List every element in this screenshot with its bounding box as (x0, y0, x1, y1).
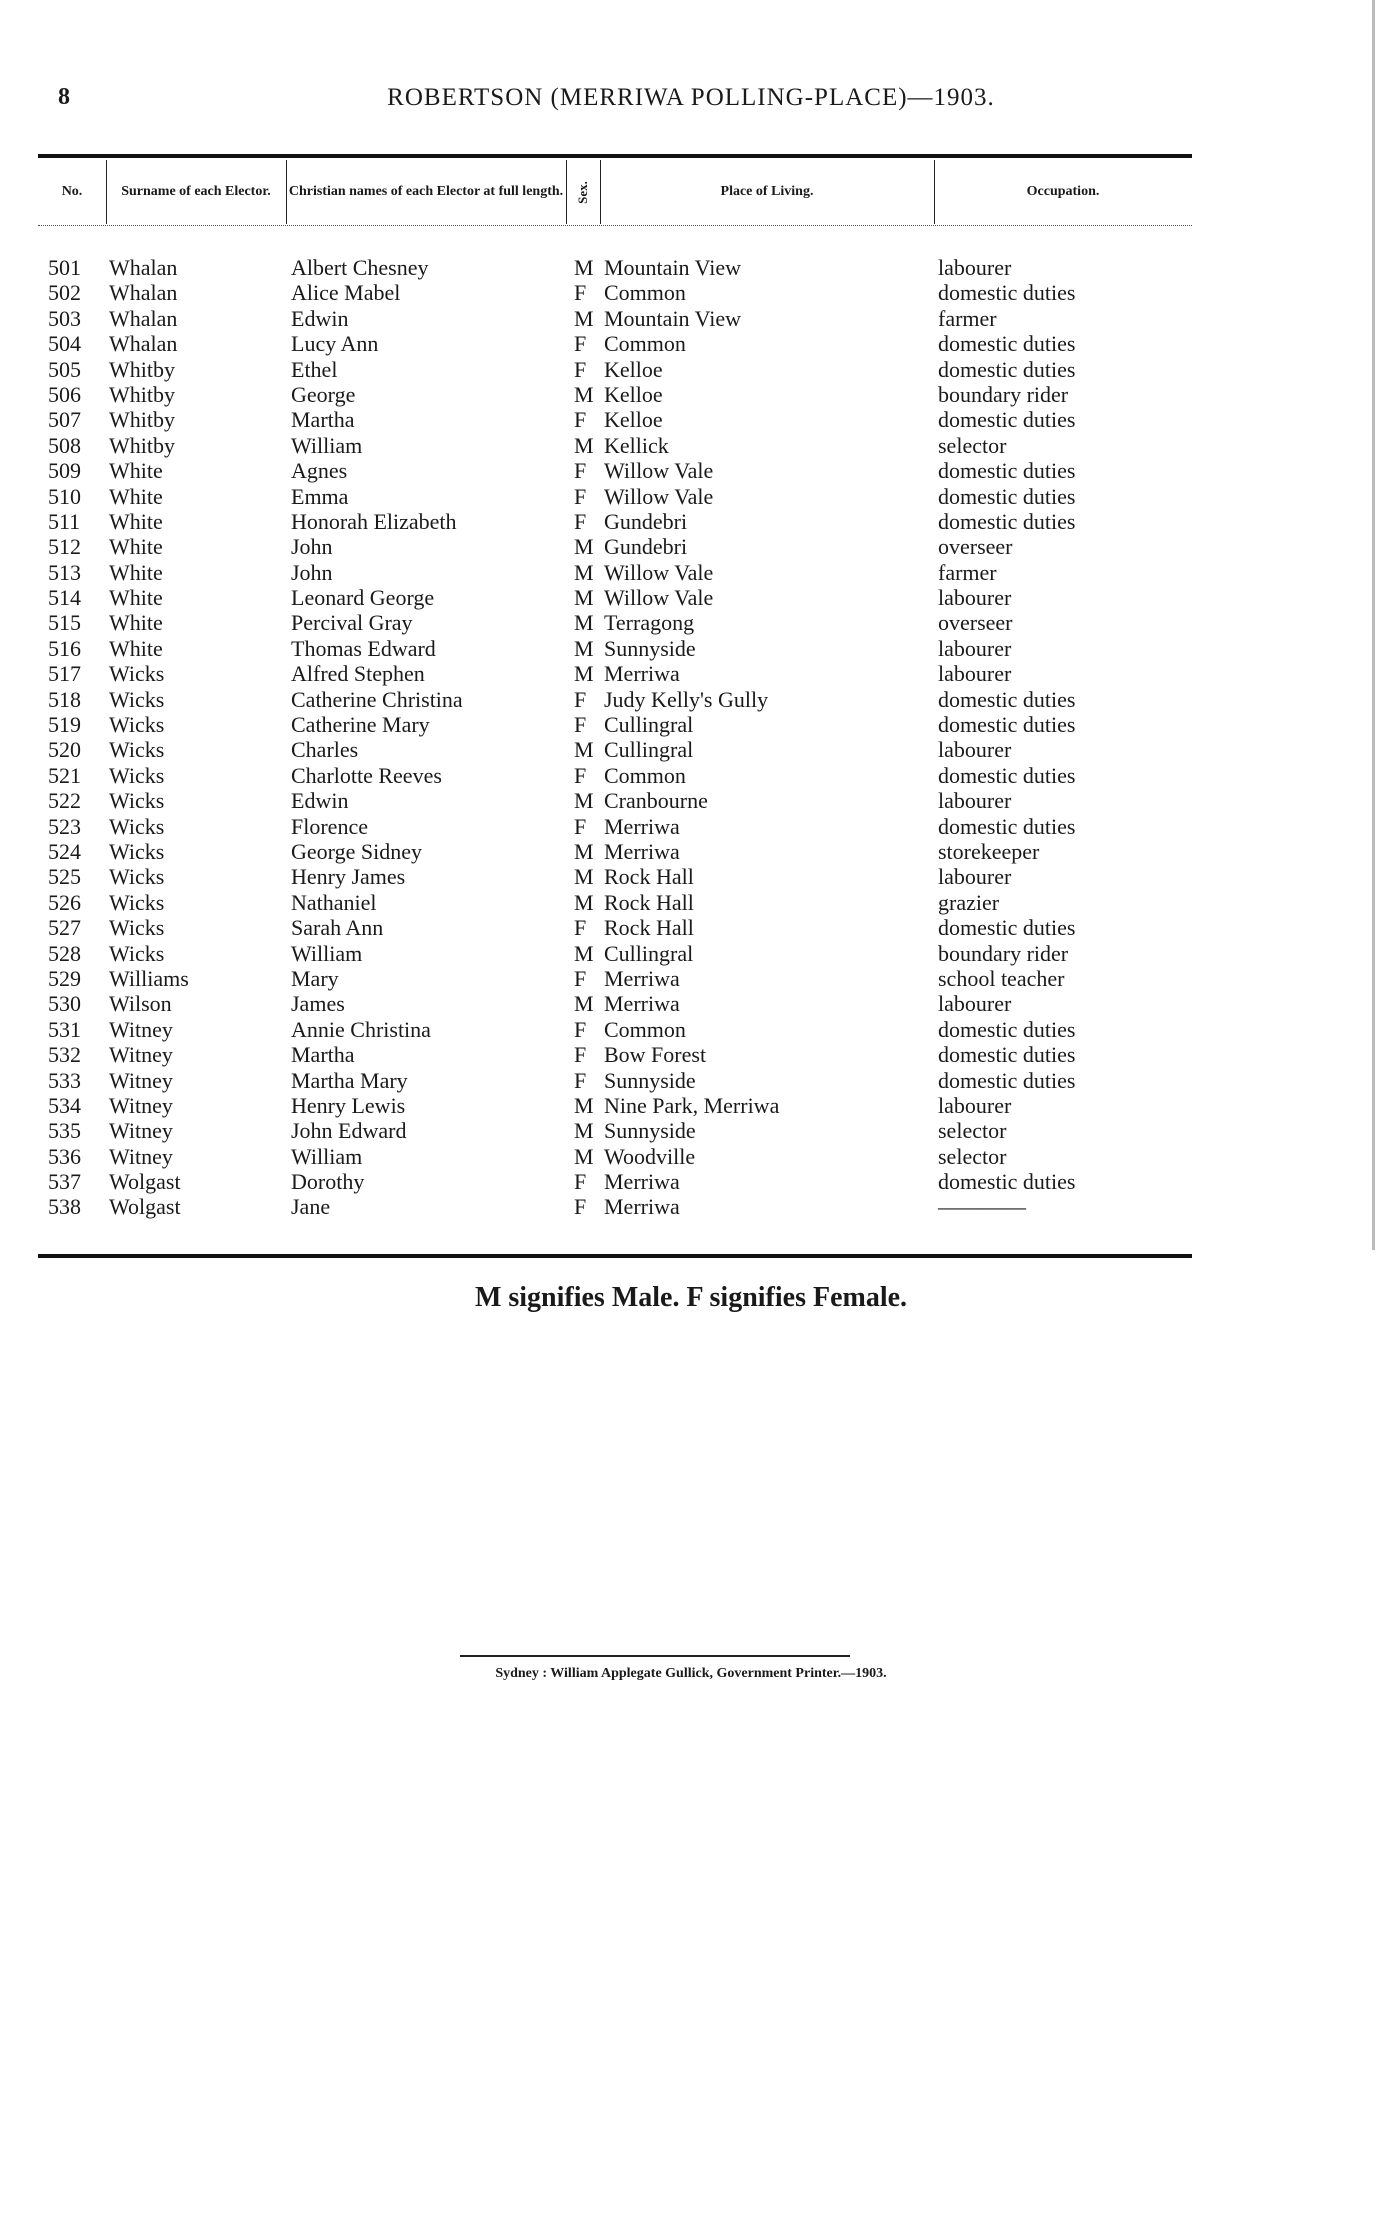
table-row (0, 839, 1382, 864)
cell-surname: Wicks (109, 838, 165, 864)
cell-christian-names: William (291, 1143, 363, 1169)
cell-sex: F (574, 965, 587, 991)
table-row (0, 687, 1382, 712)
cell-surname: Witney (109, 1118, 173, 1144)
cell-surname: Whitby (109, 407, 175, 433)
cell-place: Sunnyside (604, 635, 696, 661)
cell-surname: Williams (109, 965, 189, 991)
cell-surname: Wolgast (109, 1194, 181, 1220)
cell-place: Woodville (604, 1143, 696, 1169)
cell-occupation: boundary rider (938, 940, 1069, 966)
cell-place: Merriwa (604, 813, 680, 839)
table-row (0, 382, 1382, 407)
cell-christian-names: Albert Chesney (291, 255, 429, 280)
cell-sex: M (574, 585, 594, 611)
table-row (0, 864, 1382, 889)
table-header (38, 160, 1192, 228)
table-row (0, 788, 1382, 813)
cell-occupation: domestic duties (938, 762, 1076, 788)
table-row (0, 890, 1382, 915)
cell-christian-names: Martha (291, 1042, 355, 1068)
cell-place: Kelloe (604, 381, 663, 407)
cell-no: 513 (48, 559, 81, 585)
cell-occupation: domestic duties (938, 1042, 1076, 1068)
cell-sex: M (574, 661, 594, 687)
cell-christian-names: John Edward (291, 1118, 407, 1144)
cell-place: Mountain View (604, 255, 741, 280)
table-row (0, 484, 1382, 509)
table-row (0, 331, 1382, 356)
cell-christian-names: Lucy Ann (291, 331, 379, 357)
cell-surname: Wicks (109, 813, 165, 839)
cell-surname: Wicks (109, 889, 165, 915)
table-row (0, 915, 1382, 940)
cell-sex: F (574, 331, 587, 357)
cell-occupation: domestic duties (938, 686, 1076, 712)
cell-occupation: domestic duties (938, 483, 1076, 509)
cell-occupation: selector (938, 1118, 1007, 1144)
cell-place: Merriwa (604, 838, 680, 864)
cell-surname: Witney (109, 1143, 173, 1169)
table-row (0, 357, 1382, 382)
cell-sex: M (574, 1143, 594, 1169)
cell-sex: F (574, 712, 587, 738)
cell-surname: Wicks (109, 762, 165, 788)
cell-sex: F (574, 280, 587, 306)
cell-christian-names: Ethel (291, 356, 338, 382)
cell-christian-names: William (291, 432, 363, 458)
header-christian: Christian names of each Elector at full length. (286, 160, 567, 224)
cell-sex: M (574, 635, 594, 661)
cell-place: Sunnyside (604, 1067, 696, 1093)
cell-occupation: domestic duties (938, 458, 1076, 484)
cell-sex: F (574, 1016, 587, 1042)
cell-place: Willow Vale (604, 585, 714, 611)
cell-place: Merriwa (604, 991, 680, 1017)
cell-occupation: labourer (938, 635, 1012, 661)
cell-sex: F (574, 483, 587, 509)
cell-no: 511 (48, 508, 81, 534)
cell-occupation: labourer (938, 255, 1012, 280)
cell-place: Common (604, 331, 686, 357)
cell-sex: F (574, 915, 587, 941)
cell-christian-names: Emma (291, 483, 349, 509)
cell-no: 536 (48, 1143, 81, 1169)
cell-no: 516 (48, 635, 81, 661)
cell-surname: Wilson (109, 991, 172, 1017)
cell-occupation: domestic duties (938, 1067, 1076, 1093)
cell-sex: F (574, 1194, 587, 1220)
cell-surname: Whalan (109, 331, 178, 357)
cell-sex: F (574, 458, 587, 484)
cell-christian-names: George Sidney (291, 838, 422, 864)
cell-occupation: labourer (938, 1092, 1012, 1118)
cell-place: Kelloe (604, 407, 663, 433)
cell-occupation: selector (938, 432, 1007, 458)
table-row (0, 255, 1382, 280)
cell-christian-names: Leonard George (291, 585, 435, 611)
cell-christian-names: Nathaniel (291, 889, 377, 915)
cell-occupation: labourer (938, 864, 1012, 890)
cell-no: 537 (48, 1169, 81, 1195)
page-number: 8 (58, 84, 70, 110)
cell-occupation: domestic duties (938, 407, 1076, 433)
cell-no: 532 (48, 1042, 81, 1068)
cell-place: Kellick (604, 432, 669, 458)
header-place: Place of Living. (600, 160, 935, 224)
cell-no: 509 (48, 458, 81, 484)
cell-christian-names: Sarah Ann (291, 915, 384, 941)
cell-place: Gundebri (604, 534, 688, 560)
cell-no: 524 (48, 838, 81, 864)
cell-surname: Whitby (109, 356, 175, 382)
cell-occupation: domestic duties (938, 280, 1076, 306)
cell-surname: White (109, 635, 163, 661)
cell-sex: M (574, 559, 594, 585)
cell-no: 515 (48, 610, 81, 636)
cell-surname: Whitby (109, 432, 175, 458)
cell-christian-names: George (291, 381, 356, 407)
cell-place: Nine Park, Merriwa (604, 1092, 780, 1118)
cell-surname: Wicks (109, 661, 165, 687)
cell-occupation: domestic duties (938, 331, 1076, 357)
cell-no: 531 (48, 1016, 81, 1042)
cell-no: 503 (48, 305, 81, 331)
cell-no: 504 (48, 331, 81, 357)
cell-place: Common (604, 280, 686, 306)
cell-sex: M (574, 940, 594, 966)
cell-christian-names: Charles (291, 737, 359, 763)
cell-surname: Whalan (109, 280, 178, 306)
cell-place: Bow Forest (604, 1042, 707, 1068)
table-row (0, 280, 1382, 305)
table-row (0, 560, 1382, 585)
printer-imprint: Sydney : William Applegate Gullick, Government Printer.—1903. (495, 1666, 887, 1681)
cell-surname: White (109, 483, 163, 509)
cell-surname: White (109, 585, 163, 611)
cell-christian-names: Alice Mabel (291, 280, 401, 306)
cell-occupation: domestic duties (938, 813, 1076, 839)
cell-place: Willow Vale (604, 559, 714, 585)
cell-place: Merriwa (604, 1194, 680, 1220)
cell-christian-names: Agnes (291, 458, 348, 484)
cell-surname: Whitby (109, 381, 175, 407)
cell-no: 535 (48, 1118, 81, 1144)
cell-place: Willow Vale (604, 458, 714, 484)
cell-christian-names: Henry Lewis (291, 1092, 406, 1118)
cell-no: 529 (48, 965, 81, 991)
table-row (0, 433, 1382, 458)
cell-sex: F (574, 1067, 587, 1093)
cell-place: Common (604, 762, 686, 788)
cell-sex: M (574, 991, 594, 1017)
cell-sex: M (574, 255, 594, 280)
cell-sex: M (574, 788, 594, 814)
cell-christian-names: William (291, 940, 363, 966)
cell-surname: Witney (109, 1092, 173, 1118)
cell-sex: M (574, 432, 594, 458)
table-row (0, 1068, 1382, 1093)
table-row (0, 407, 1382, 432)
table-top-rule (38, 154, 1192, 158)
cell-occupation: storekeeper (938, 838, 1040, 864)
cell-place: Kelloe (604, 356, 663, 382)
cell-surname: Whalan (109, 255, 178, 280)
cell-sex: F (574, 686, 587, 712)
cell-christian-names: Florence (291, 813, 368, 839)
cell-christian-names: John (291, 559, 333, 585)
table-row (0, 1118, 1382, 1143)
cell-surname: Witney (109, 1042, 173, 1068)
cell-place: Rock Hall (604, 915, 694, 941)
cell-sex: M (574, 1092, 594, 1118)
cell-occupation: selector (938, 1143, 1007, 1169)
cell-occupation: labourer (938, 585, 1012, 611)
cell-occupation: labourer (938, 737, 1012, 763)
cell-christian-names: Catherine Christina (291, 686, 463, 712)
table-row (0, 941, 1382, 966)
page-title: ROBERTSON (MERRIWA POLLING-PLACE)—1903. (387, 84, 995, 111)
cell-occupation: domestic duties (938, 1016, 1076, 1042)
cell-christian-names: Edwin (291, 788, 349, 814)
cell-place: Terragong (604, 610, 695, 636)
cell-no: 502 (48, 280, 81, 306)
cell-christian-names: Dorothy (291, 1169, 365, 1195)
cell-sex: F (574, 356, 587, 382)
cell-occupation: ———— (938, 1194, 1026, 1220)
table-row (0, 306, 1382, 331)
cell-occupation: labourer (938, 661, 1012, 687)
cell-surname: Wicks (109, 788, 165, 814)
cell-christian-names: Honorah Elizabeth (291, 508, 457, 534)
cell-occupation: domestic duties (938, 508, 1076, 534)
cell-sex: M (574, 305, 594, 331)
cell-place: Common (604, 1016, 686, 1042)
cell-surname: Wicks (109, 915, 165, 941)
cell-surname: Wicks (109, 940, 165, 966)
cell-christian-names: Charlotte Reeves (291, 762, 442, 788)
cell-sex: M (574, 1118, 594, 1144)
cell-no: 514 (48, 585, 81, 611)
cell-christian-names: Henry James (291, 864, 406, 890)
table-row (0, 991, 1382, 1016)
cell-place: Cranbourne (604, 788, 708, 814)
table-row (0, 1194, 1382, 1219)
cell-place: Merriwa (604, 965, 680, 991)
cell-sex: M (574, 534, 594, 560)
cell-surname: Wicks (109, 737, 165, 763)
cell-place: Cullingral (604, 940, 694, 966)
cell-surname: Wicks (109, 864, 165, 890)
table-row (0, 585, 1382, 610)
cell-place: Cullingral (604, 712, 694, 738)
cell-christian-names: Martha Mary (291, 1067, 408, 1093)
cell-christian-names: Thomas Edward (291, 635, 436, 661)
table-row (0, 1169, 1382, 1194)
cell-place: Rock Hall (604, 864, 694, 890)
cell-no: 530 (48, 991, 81, 1017)
table-row (0, 737, 1382, 762)
cell-place: Merriwa (604, 1169, 680, 1195)
cell-no: 527 (48, 915, 81, 941)
cell-christian-names: Alfred Stephen (291, 661, 425, 687)
table-row (0, 1093, 1382, 1118)
cell-surname: White (109, 458, 163, 484)
cell-christian-names: Annie Christina (291, 1016, 431, 1042)
cell-place: Judy Kelly's Gully (604, 686, 769, 712)
table-row (0, 1042, 1382, 1067)
cell-sex: F (574, 813, 587, 839)
cell-sex: F (574, 762, 587, 788)
cell-occupation: domestic duties (938, 712, 1076, 738)
header-sex-label: Sex. (574, 180, 590, 204)
table-row (0, 661, 1382, 686)
cell-sex: M (574, 838, 594, 864)
cell-occupation: domestic duties (938, 1169, 1076, 1195)
cell-christian-names: Catherine Mary (291, 712, 430, 738)
cell-no: 517 (48, 661, 81, 687)
header-sex (566, 160, 601, 224)
table-row (0, 636, 1382, 661)
cell-christian-names: Jane (291, 1194, 331, 1220)
cell-christian-names: James (291, 991, 345, 1017)
cell-place: Cullingral (604, 737, 694, 763)
header-occupation: Occupation. (1026, 183, 1100, 199)
cell-no: 538 (48, 1194, 81, 1220)
cell-no: 507 (48, 407, 81, 433)
cell-occupation: labourer (938, 991, 1012, 1017)
table-row (0, 712, 1382, 737)
cell-no: 519 (48, 712, 81, 738)
page-edge-shadow (1372, 0, 1375, 1250)
cell-no: 525 (48, 864, 81, 890)
cell-surname: White (109, 508, 163, 534)
table-row (0, 509, 1382, 534)
cell-no: 508 (48, 432, 81, 458)
cell-sex: F (574, 1169, 587, 1195)
cell-sex: F (574, 508, 587, 534)
cell-occupation: labourer (938, 788, 1012, 814)
cell-no: 505 (48, 356, 81, 382)
header-surname: Surname of each Elector. (106, 160, 287, 224)
header-no: No. (38, 160, 107, 224)
cell-occupation: overseer (938, 610, 1013, 636)
cell-christian-names: Mary (291, 965, 339, 991)
cell-sex: F (574, 1042, 587, 1068)
cell-occupation: boundary rider (938, 381, 1069, 407)
cell-sex: M (574, 864, 594, 890)
footer-rule (460, 1655, 850, 1657)
cell-surname: Wicks (109, 686, 165, 712)
cell-christian-names: Edwin (291, 305, 349, 331)
cell-occupation: overseer (938, 534, 1013, 560)
cell-sex: M (574, 737, 594, 763)
cell-place: Sunnyside (604, 1118, 696, 1144)
cell-no: 501 (48, 255, 81, 280)
cell-surname: Whalan (109, 305, 178, 331)
cell-place: Mountain View (604, 305, 741, 331)
cell-no: 528 (48, 940, 81, 966)
table-row (0, 814, 1382, 839)
cell-no: 526 (48, 889, 81, 915)
cell-christian-names: Martha (291, 407, 355, 433)
cell-no: 510 (48, 483, 81, 509)
table-row (0, 763, 1382, 788)
cell-sex: M (574, 381, 594, 407)
cell-surname: Wicks (109, 712, 165, 738)
cell-occupation: domestic duties (938, 356, 1076, 382)
cell-occupation: grazier (938, 889, 1000, 915)
table-row (0, 458, 1382, 483)
cell-place: Gundebri (604, 508, 688, 534)
cell-sex: F (574, 407, 587, 433)
cell-christian-names: John (291, 534, 333, 560)
table-row (0, 1144, 1382, 1169)
cell-no: 521 (48, 762, 81, 788)
cell-no: 520 (48, 737, 81, 763)
electors-list (0, 255, 1382, 1220)
cell-no: 512 (48, 534, 81, 560)
cell-occupation: school teacher (938, 965, 1065, 991)
cell-occupation: farmer (938, 559, 997, 585)
cell-surname: White (109, 610, 163, 636)
cell-christian-names: Percival Gray (291, 610, 413, 636)
cell-place: Rock Hall (604, 889, 694, 915)
table-row (0, 966, 1382, 991)
cell-no: 533 (48, 1067, 81, 1093)
cell-surname: Witney (109, 1016, 173, 1042)
cell-place: Willow Vale (604, 483, 714, 509)
cell-no: 534 (48, 1092, 81, 1118)
cell-surname: White (109, 559, 163, 585)
cell-sex: M (574, 610, 594, 636)
sex-legend: M signifies Male. F signifies Female. (474, 1282, 908, 1313)
table-row (0, 610, 1382, 635)
cell-sex: M (574, 889, 594, 915)
table-row (0, 1017, 1382, 1042)
cell-no: 523 (48, 813, 81, 839)
cell-no: 518 (48, 686, 81, 712)
cell-surname: White (109, 534, 163, 560)
cell-no: 522 (48, 788, 81, 814)
cell-place: Merriwa (604, 661, 680, 687)
cell-surname: Wolgast (109, 1169, 181, 1195)
cell-surname: Witney (109, 1067, 173, 1093)
header-bottom-rule (38, 225, 1192, 227)
cell-occupation: domestic duties (938, 915, 1076, 941)
table-bottom-rule (38, 1254, 1192, 1258)
table-row (0, 534, 1382, 559)
cell-occupation: farmer (938, 305, 997, 331)
cell-no: 506 (48, 381, 81, 407)
